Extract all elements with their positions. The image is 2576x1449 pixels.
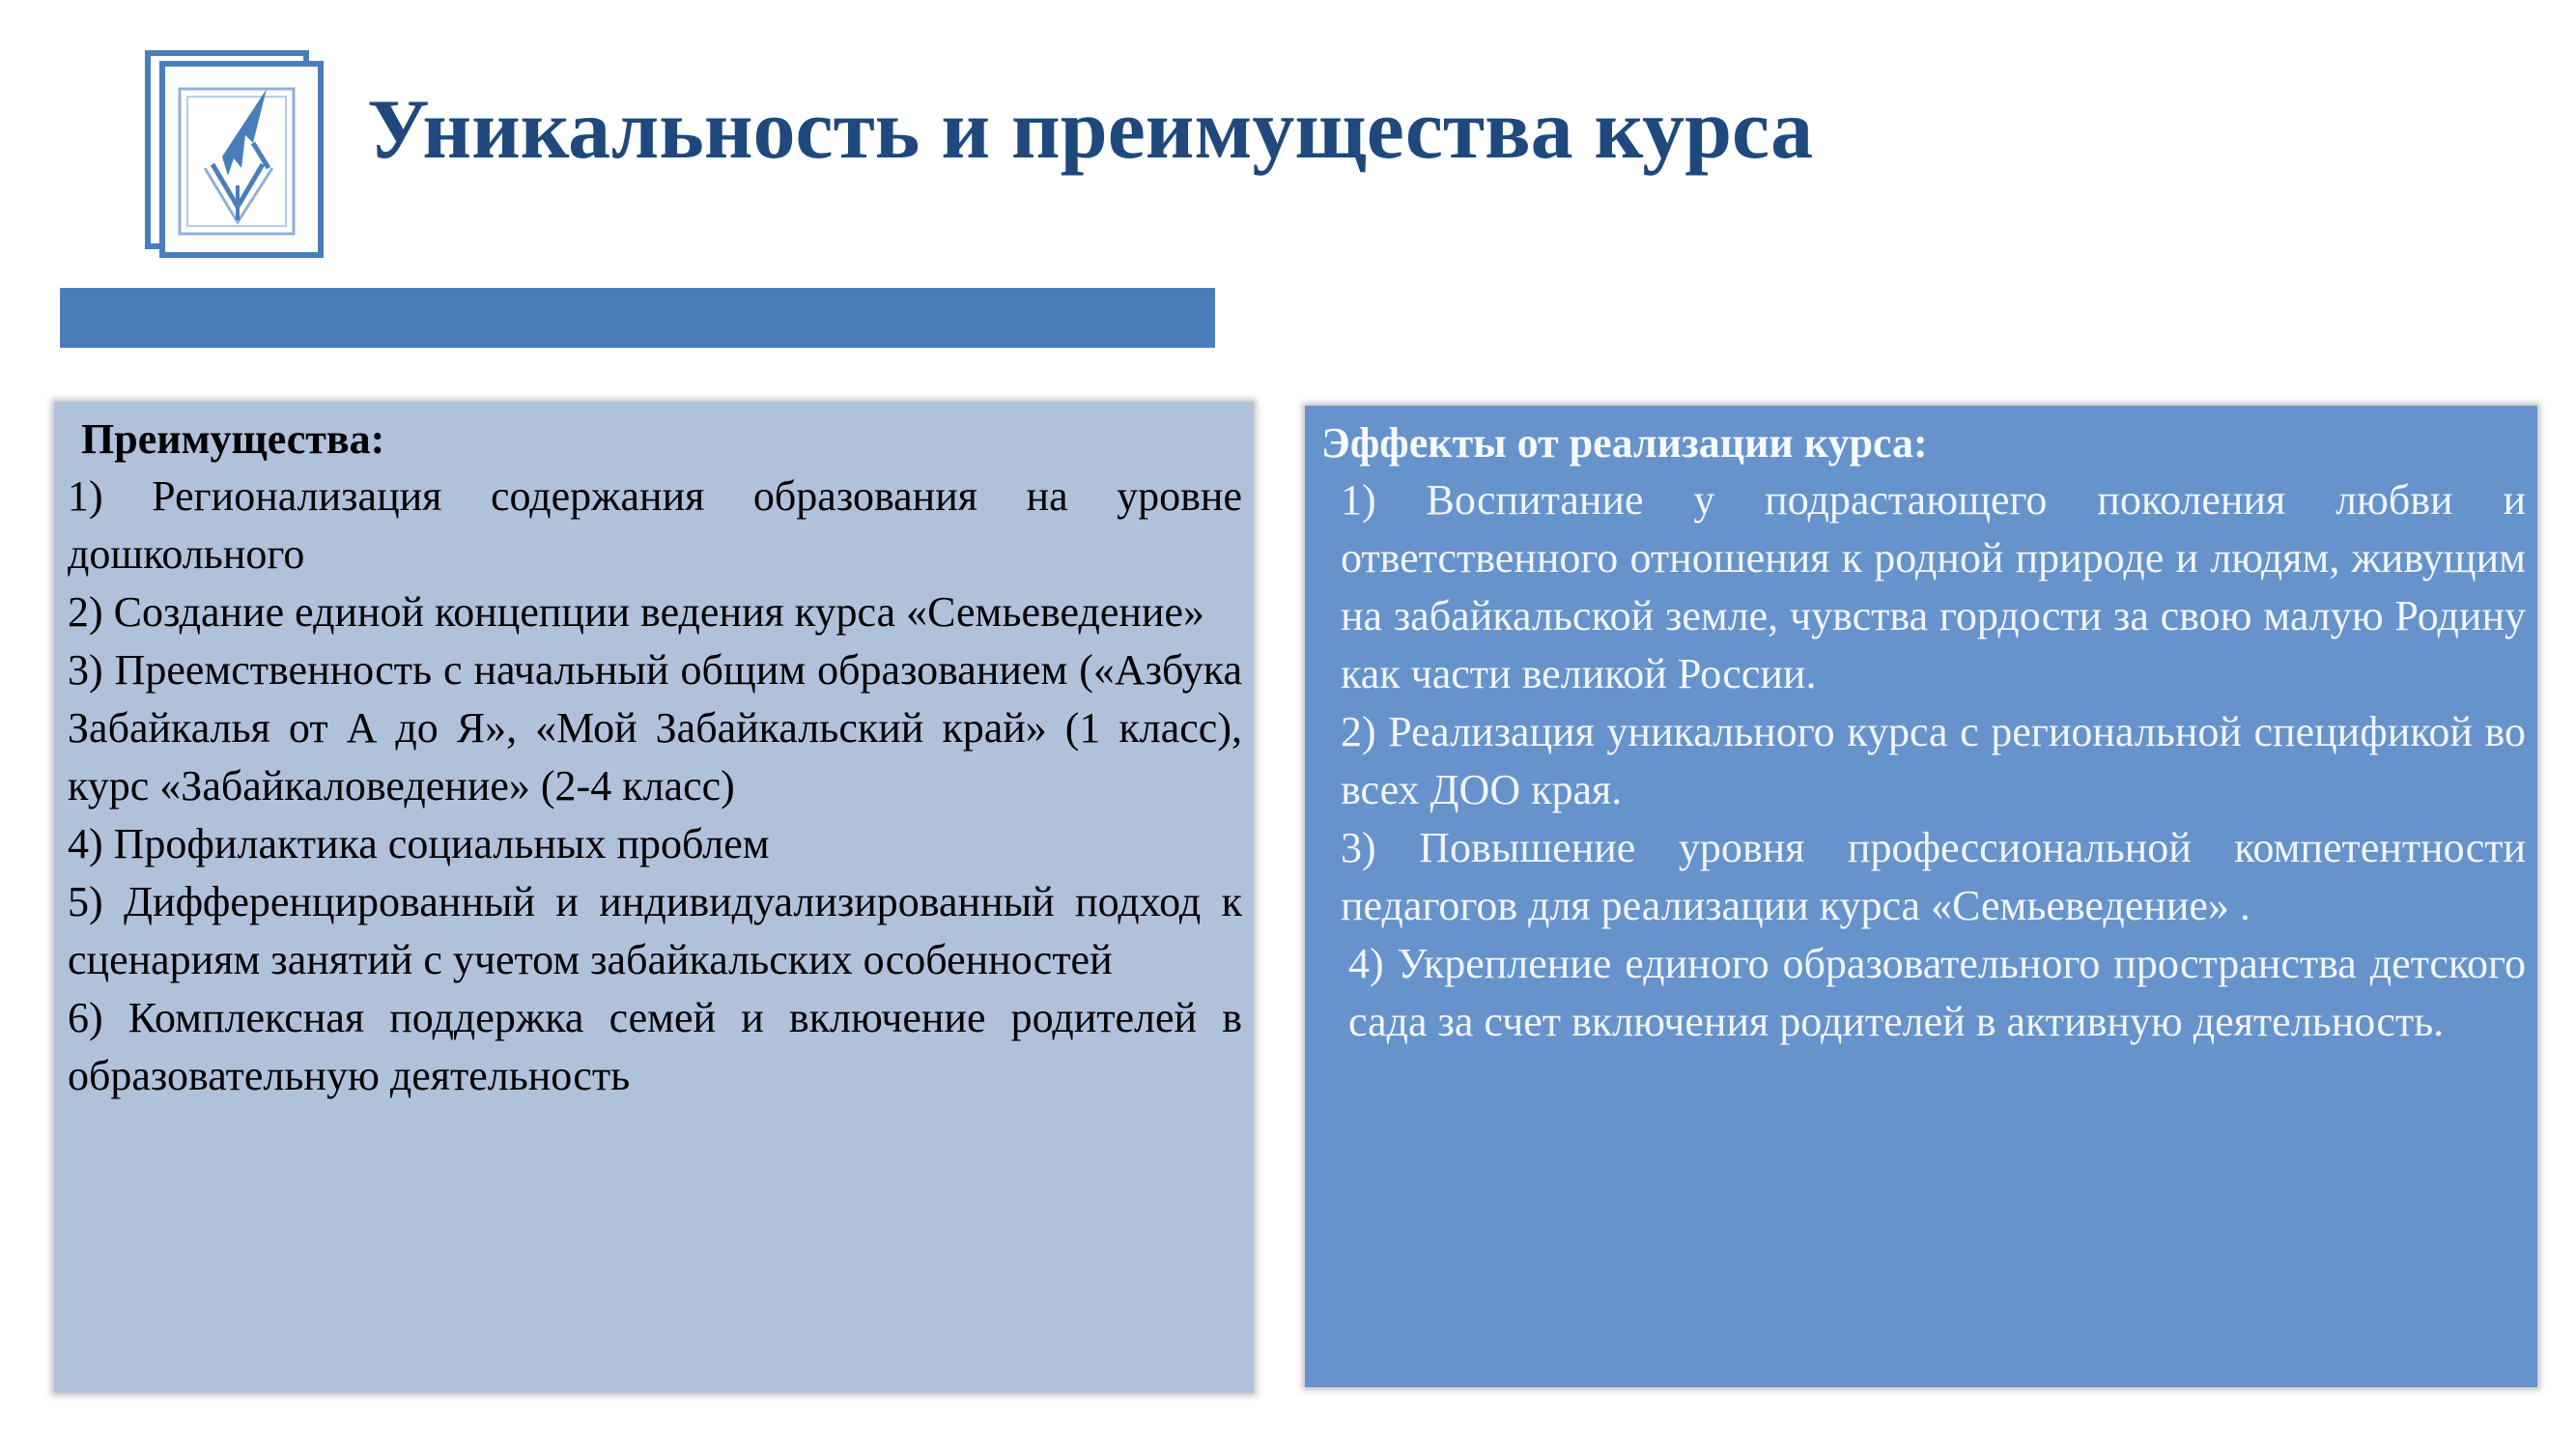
- advantage-item: 2) Создание единой концепции ведения курса «Семьеведение»: [68, 588, 1204, 636]
- accent-bar: [60, 288, 1215, 348]
- effect-item: 1) Воспитание у подрастающего поколения любви и ответственного отношения к родной природе и людям, живущим на забайкальской земле, чувства гордости за свою малую Родину как части великой России.: [1341, 476, 2526, 697]
- advantage-item: 4) Профилактика социальных проблем: [68, 820, 770, 867]
- effect-item: 2) Реализация уникального курса с региональной спецификой во всех ДОО края.: [1341, 708, 2526, 813]
- page-title: Уникальность и преимущества курса: [367, 83, 1814, 177]
- advantages-panel: [54, 402, 1254, 1393]
- advantage-item: 6) Комплексная поддержка семей и включение родителей в образовательную деятельность: [68, 994, 1242, 1099]
- effect-item: 4) Укрепление единого образовательного пространства детского сада за счет включения родителей в активную деятельность.: [1348, 940, 2526, 1045]
- advantages-heading: Преимущества:: [81, 415, 385, 463]
- effect-item: 3) Повышение уровня профессиональной компетентности педагогов для реализации курса «Семьеведение» .: [1341, 824, 2526, 929]
- advantage-item: 5) Дифференцированный и индивидуализированный подход к сценариям занятий с учетом забайкальских особенностей: [68, 878, 1242, 983]
- advantage-item: 1) Регионализация содержания образования на уровне дошкольного: [68, 472, 1242, 578]
- effects-panel: [1305, 406, 2537, 1387]
- effects-heading: Эффекты от реализации курса:: [1321, 419, 1928, 467]
- pen-emblem-icon: [145, 50, 324, 258]
- logo: [145, 50, 324, 258]
- advantage-item: 3) Преемственность с начальный общим образованием («Азбука Забайкалья от А до Я», «Мой Забайкальский край» (1 класс), курс «Забайкаловедение» (2-4 класс): [68, 646, 1242, 810]
